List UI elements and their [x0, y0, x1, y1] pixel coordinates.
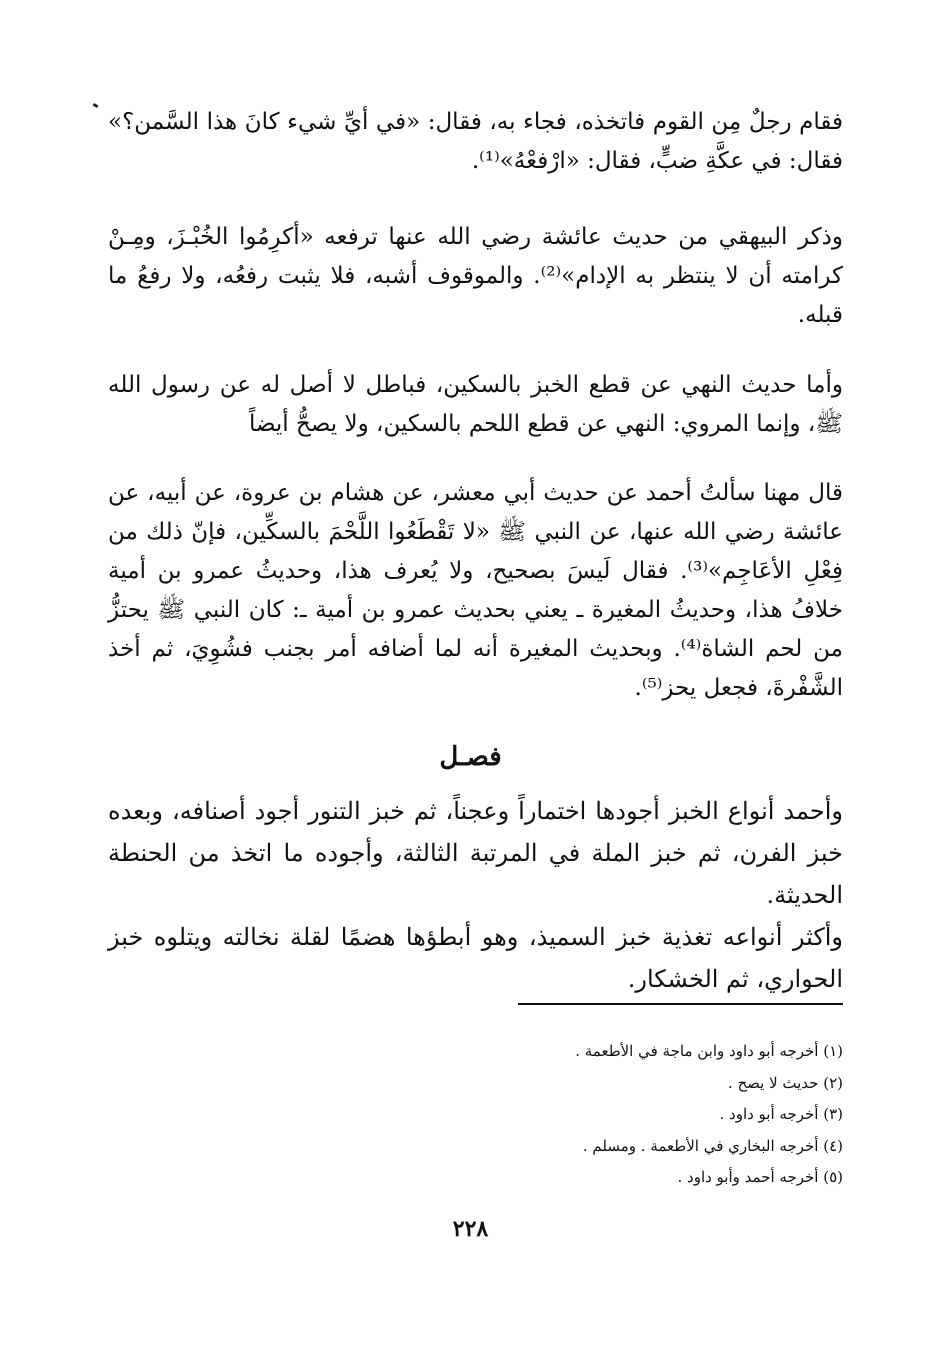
paragraph-4: قال مهنا سألتُ أحمد عن حديث أبي معشر، عن هشام بن عروة، عن أبيه، عن عائشة رضي الله عنها، عن النبي ﷺ «لا تَقْطَعُوا اللَّحْمَ بالسكِّين، فإنّ ذلك من فِعْلِ الأعَاجِم»⁽³⁾. فقال لَيسَ بصحيح، ولا يُعرف هذا، وحديثُ عمرو بن أمية خلافُ هذا، وحديثُ المغيرة ـ يعني بحديث عمرو بن أمية ـ: كان النبي ﷺ يحتزُّ من لحم الشاة⁽⁴⁾. وبحديث المغيرة أنه لما أضافه أمر بجنب فشُوِيَ، ثم أخذ الشَّفْرةَ، فجعل يحز⁽⁵⁾. [108, 480, 843, 701]
section-heading: فصـل [439, 742, 502, 772]
paragraph-3: وأما حديث النهي عن قطع الخبز بالسكين، فباطل لا أصل له عن رسول الله ﷺ، وإنما المروي: النهي عن قطع اللحم بالسكين، ولا يصحُّ أيضاً [108, 372, 843, 437]
footnote-3: (٣) أخرجه أبو داود . [719, 1105, 843, 1123]
footnote-2: (٢) حديث لا يصح . [727, 1073, 843, 1092]
page-number: ٢٢٨ [452, 1216, 489, 1242]
footnote-4: (٤) أخرجه البخاري في الأطعمة . ومسلم . [582, 1136, 843, 1155]
footnote-1: (١) أخرجه أبو داود وابن ماجة في الأطعمة . [575, 1042, 843, 1060]
footnote-separator [518, 1003, 843, 1005]
footnotes-list [108, 1036, 843, 1194]
section-paragraph-2: وأكثر أنواعه تغذية خبز السميذ، وهو أبطؤها هضمًا لقلة نخالته ويتلوه خبز الحواري، ثم الخشكار. [108, 923, 843, 993]
section-paragraph-1: وأحمد أنواع الخبز أجودها اختماراً وعجناً، ثم خبز التنور أجود أصنافه، وبعده خبز الفرن، ثم خبز الملة في المرتبة الثالثة، وأجوده ما اتخذ من الحنطة الحديثة. [108, 797, 843, 909]
scan-speck [93, 103, 99, 108]
footnote-5: (٥) أخرجه أحمد وأبو داود . [677, 1168, 843, 1186]
paragraph-2: وذكر البيهقي من حديث عائشة رضي الله عنها ترفعه «أكرِمُوا الخُبْـزَ، ومِـنْ كرامته أن لا ينتظر به الإدام»⁽²⁾. والموقوف أشبه، فلا يثبت رفعُه، ولا رفعُ ما قبله. [108, 224, 844, 328]
paragraph-1: فقام رجلٌ مِن القوم فاتخذه، فجاء به، فقال: «في أيِّ شيء كانَ هذا السَّمن؟» فقال: في عكَّةِ ضبٍّ، فقال: «ارْفعْهُ»⁽¹⁾. [108, 109, 844, 174]
